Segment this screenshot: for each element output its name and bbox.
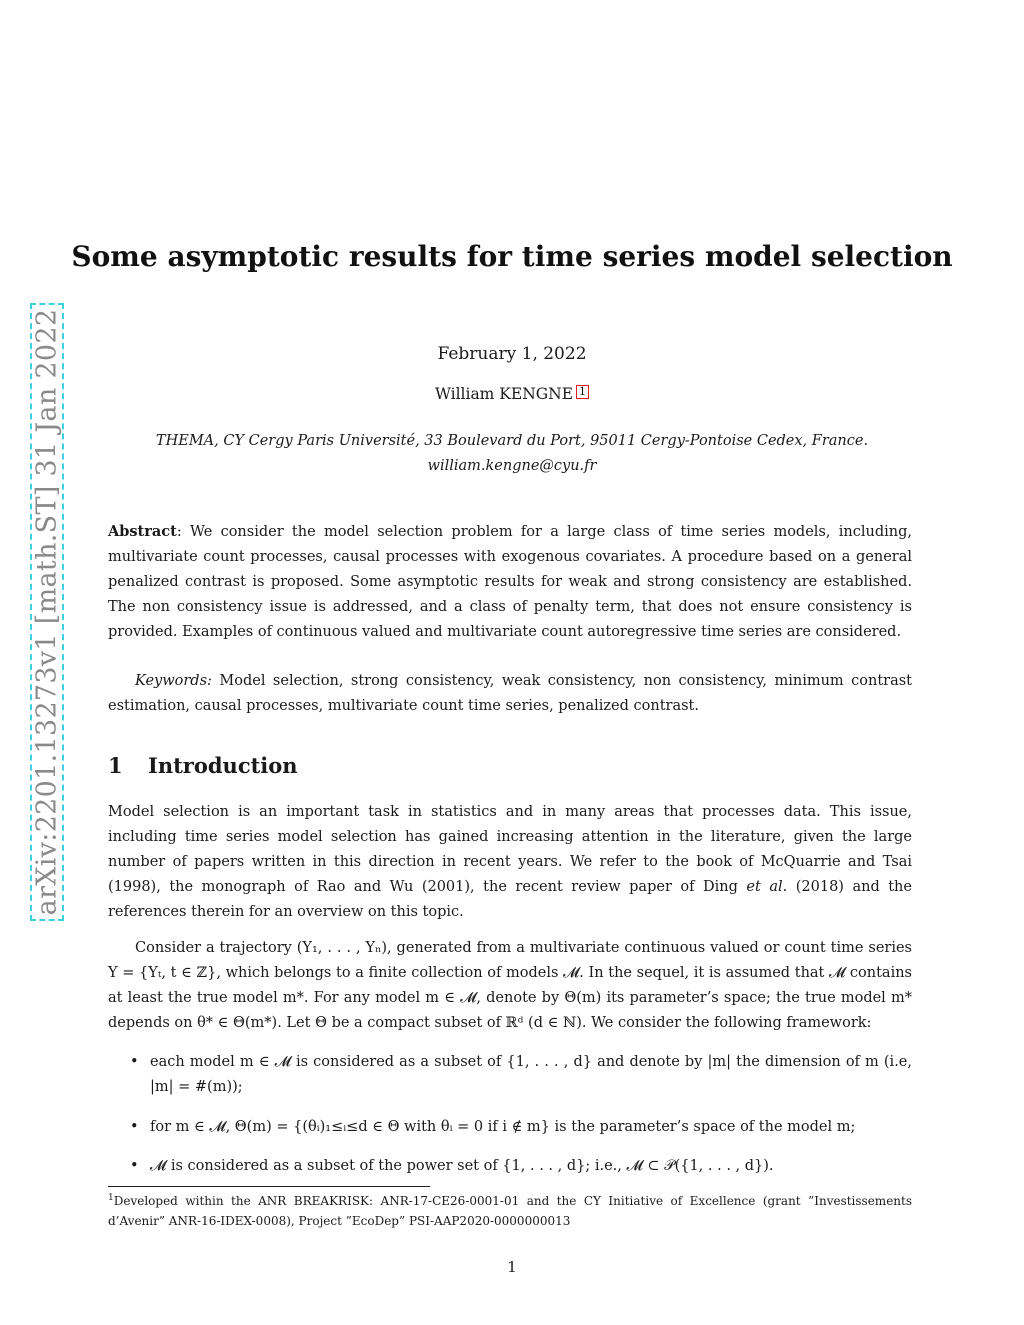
author-line (0, 385, 1024, 403)
affiliation-block (0, 429, 1024, 479)
page-number: 1 (507, 1258, 517, 1276)
list-item: for m ∈ 𝓜, Θ(m) = {(θᵢ)₁≤ᵢ≤d ∈ Θ with θᵢ = 0 if i ∉ m} is the parameter’s space of the model m; (150, 1119, 856, 1135)
list-item: each model m ∈ 𝓜 is considered as a subset of {1, . . . , d} and denote by |m| the dimension of m (i.e, |m| = #(m)); (150, 1054, 912, 1095)
abstract-text: : We consider the model selection problem for a large class of time series models, including, multivariate count processes, causal processes with exogenous covariates. A procedure based on a general penalized contrast is proposed. Some asymptotic results for weak and strong consistency are established. The non consistency issue is addressed, and a class of penalty term, that does not ensure consistency is provided. Examples of continuous valued and multivariate count autoregressive time series are considered. (108, 524, 912, 640)
keywords (108, 669, 912, 719)
affiliation: THEMA, CY Cergy Paris Université, 33 Boulevard du Port, 95011 Cergy-Pontoise Cedex, France. (155, 433, 869, 449)
paper-date: February 1, 2022 (437, 344, 587, 364)
keywords-label: Keywords: (135, 673, 212, 689)
footnote-link[interactable]: 1 (576, 385, 589, 399)
footnote (108, 1188, 912, 1231)
abstract-label: Abstract (108, 523, 177, 540)
footnote-divider (108, 1186, 430, 1187)
author-email: william.kengne@cyu.fr (427, 458, 597, 474)
author-name: William KENGNE (434, 385, 574, 403)
intro-p1-etal: et al. (746, 879, 788, 895)
footnote-text: Developed within the ANR BREAKRISK: ANR-17-CE26-0001-01 and the CY Initiative of Excellence (grant ”Investissements d’Avenir” ANR-16-IDEX-0008), Project ”EcoDep” PSI-AAP2020-0000000013 (108, 1194, 912, 1228)
footnote-mark: 1 (108, 1193, 114, 1203)
section-number: 1 (108, 753, 123, 778)
paper-title: Some asymptotic results for time series model selection (71, 240, 953, 273)
intro-paragraph-2: Consider a trajectory (Y₁, . . . , Yₙ), generated from a multivariate continuous valued or count time series Y = {Yₜ, t ∈ ℤ}, which belongs to a finite collection of models 𝓜. In the sequel, it is assumed that 𝓜 contains at least the true model m*. For any model m ∈ 𝓜, denote by Θ(m) its parameter’s space; the true model m* depends on θ* ∈ Θ(m*). Let Θ be a compact subset of ℝᵈ (d ∈ ℕ). We consider the following framework: (108, 940, 912, 1031)
abstract (108, 519, 912, 645)
list-item: 𝓜 is considered as a subset of the power set of {1, . . . , d}; i.e., 𝓜 ⊂ 𝒫({1, . . . , d}). (150, 1158, 774, 1174)
section-heading (108, 753, 298, 778)
intro-paragraph-1 (108, 800, 912, 925)
arxiv-identifier[interactable]: arXiv:2201.13273v1 [math.ST] 31 Jan 2022 (31, 308, 63, 916)
bullet-icon: • (130, 1119, 139, 1135)
bullet-icon: • (130, 1158, 139, 1174)
section-title: Introduction (148, 753, 298, 778)
intro-p1-text-a: Model selection is an important task in statistics and in many areas that processes data. This issue, including time series model selection has gained increasing attention in the literature, given the large number of papers written in this direction in recent years. We refer to the book of McQuarrie and Tsai (1998), the monograph of Rao and Wu (2001), the recent review paper of Ding (108, 804, 912, 895)
keywords-text: Model selection, strong consistency, weak consistency, non consistency, minimum contrast estimation, causal processes, multivariate count time series, penalized contrast. (108, 673, 912, 714)
intro-p1-text-b: (2018) and the references therein for an overview on this topic. (108, 879, 912, 920)
bullet-icon: • (130, 1054, 139, 1070)
